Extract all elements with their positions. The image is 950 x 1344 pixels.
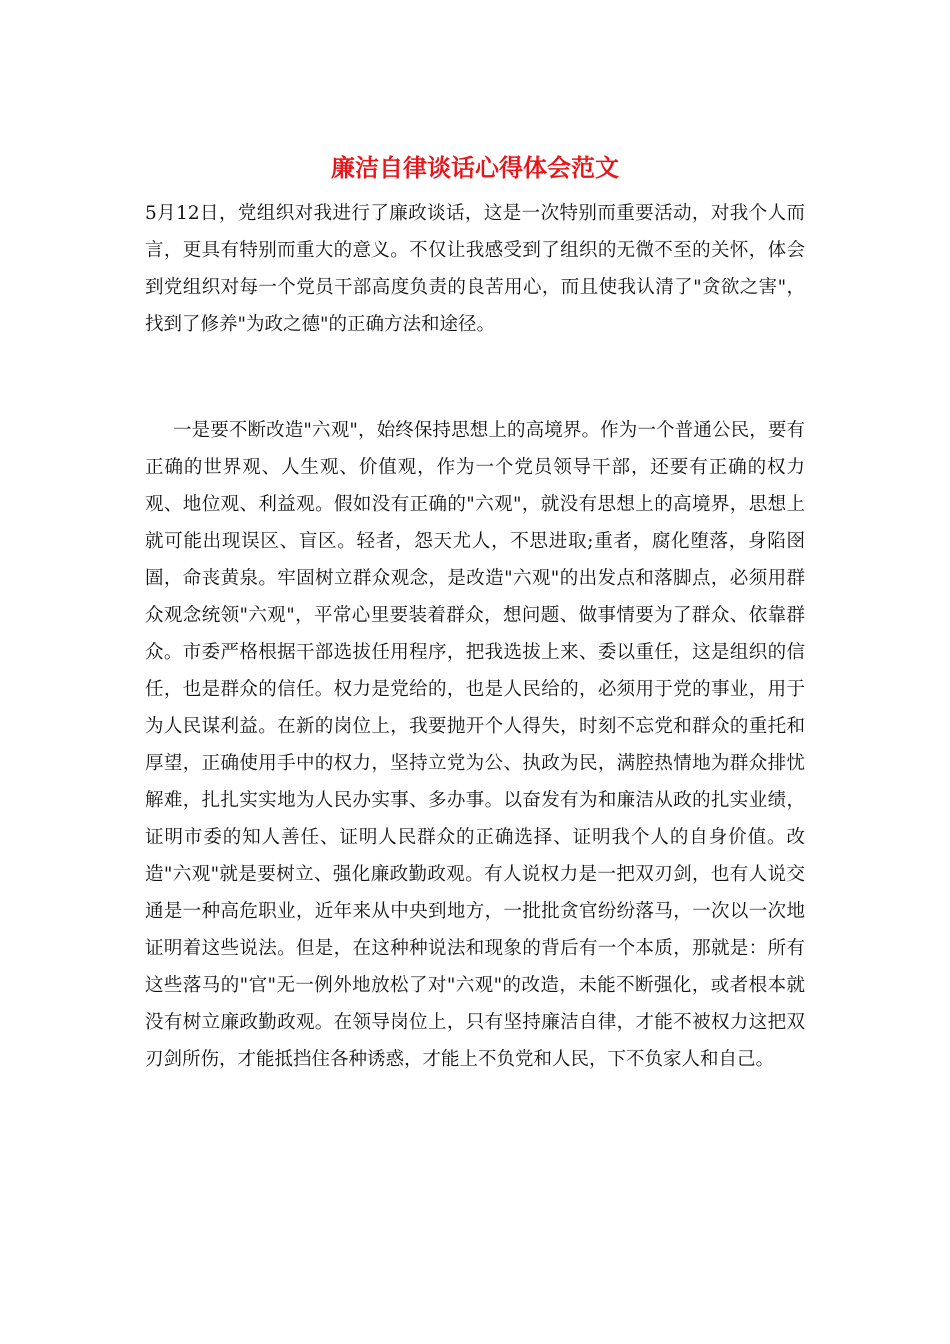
document-title: 廉洁自律谈话心得体会范文 [331, 153, 619, 182]
body-paragraph-1: 一是要不断改造"六观"，始终保持思想上的高境界。作为一个普通公民，要有正确的世界观、人生观、价值观，作为一个党员领导干部，还要有正确的权力观、地位观、利益观。假如没有正确的"六观"，就没有思想上的高境界，思想上就可能出现误区、盲区。轻者，怨天尤人，不思进取;重者，腐化堕落，身陷囹圄，命丧黄泉。牢固树立群众观念，是改造"六观"的出发点和落脚点，必须用群众观念统领"六观"，平常心里要装着群众，想问题、做事情要为了群众、依靠群众。市委严格根据干部选拔任用程序，把我选拔上来、委以重任，这是组织的信任，也是群众的信任。权力是党给的，也是人民给的，必须用于党的事业，用于为人民谋利益。在新的岗位上，我要抛开个人得失，时刻不忘党和群众的重托和厚望，正确使用手中的权力，坚持立党为公、执政为民，满腔热情地为群众排忧解难，扎扎实实地为人民办实事、多办事。以奋发有为和廉洁从政的扎实业绩，证明市委的知人善任、证明人民群众的正确选择、证明我个人的自身价值。改造"六观"就是要树立、强化廉政勤政观。有人说权力是一把双刃剑，也有人说交通是一种高危职业，近年来从中央到地方，一批批贪官纷纷落马，一次以一次地证明着这些说法。但是，在这种种说法和现象的背后有一个本质，那就是：所有这些落马的"官"无一例外地放松了对"六观"的改造，未能不断强化，或者根本就没有树立廉政勤政观。在领导岗位上，只有坚持廉洁自律，才能不被权力这把双刃剑所伤，才能抵挡住各种诱惑，才能上不负党和人民，下不负家人和自己。 [145, 420, 805, 1070]
intro-paragraph: 5月12日，党组织对我进行了廉政谈话，这是一次特别而重要活动，对我个人而言，更具有特别而重大的意义。不仅让我感受到了组织的无微不至的关怀，体会到党组织对每一个党员干部高度负责的良苦用心，而且使我认清了"贪欲之害"，找到了修养"为政之德"的正确方法和途径。 [145, 203, 805, 335]
